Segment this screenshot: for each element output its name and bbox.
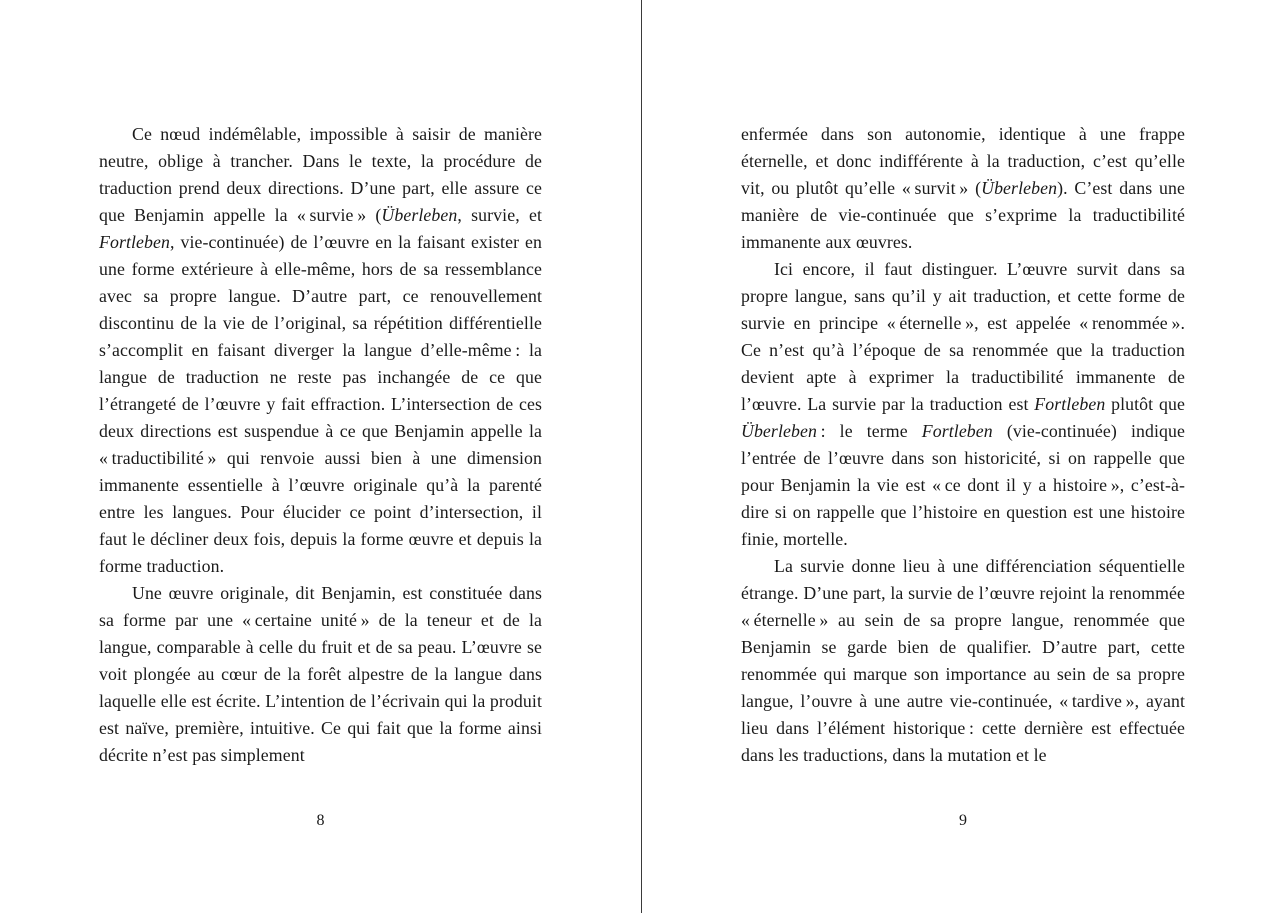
paragraph — [99, 580, 542, 769]
body-text: , survie, et — [457, 205, 542, 225]
page-right-number: 9 — [959, 812, 967, 829]
italic-text: Überleben — [741, 421, 817, 441]
italic-text: Überleben — [381, 205, 458, 225]
body-text: Une œuvre originale, dit Benjamin, est constituée dans sa forme par une « certaine unité » de la teneur et de la langue, comparable à celle du fruit et de sa peau. L’œuvre se voit plongée au cœur de la forêt alpestre de la langue dans laquelle elle est écrite. L’intention de l’écrivain qui la produit est naïve, première, intuitive. Ce qui fait que la forme ainsi décrite n’est pas simplement — [99, 583, 542, 765]
italic-text: Fortleben — [1034, 394, 1106, 414]
body-text: La survie donne lieu à une différenciation séquentielle étrange. D’une part, la survie de l’œuvre rejoint la renommée « éternelle » au sein de sa propre langue, renommée que Benjamin se garde bien de qualifier. D’autre part, cette renommée qui marque son importance au sein de sa propre langue, l’ouvre à une autre vie-continuée, « tardive », ayant lieu dans l’élément historique : cette dernière est effectuée dans les traductions, dans la mutation et le — [741, 556, 1185, 765]
paragraph — [741, 121, 1185, 256]
paragraph — [741, 553, 1185, 769]
page-left-number: 8 — [316, 812, 325, 829]
italic-text: Fortleben — [99, 232, 171, 252]
body-text: plutôt que — [1105, 394, 1185, 414]
body-text: enfermée dans son autonomie, identique à une frappe éternelle, et donc indifférente à la traduction, c’est qu’elle vit, ou plutôt qu’elle « survit » ( — [741, 124, 1185, 198]
body-text: : le terme — [816, 421, 922, 441]
page-divider-line — [641, 0, 642, 913]
paragraph — [741, 256, 1185, 553]
italic-text: Überleben — [981, 178, 1058, 198]
page-right-text-block — [741, 121, 1185, 769]
body-text: Ce nœud indémêlable, impossible à saisir de manière neutre, oblige à trancher. Dans le texte, la procédure de traduction prend deux directions. D’une part, elle assure ce que Benjamin appelle la « survie » ( — [99, 124, 542, 225]
body-text: (vie-continuée) indique l’entrée de l’œuvre dans son historicité, si on rappelle que pour Benjamin la vie est « ce dont il y a histoire », c’est-à-dire si on rappelle que l’histoire en question est une histoire finie, mortelle. — [741, 421, 1185, 549]
italic-text: Fortleben — [921, 421, 993, 441]
body-text: ). C’est dans une manière de vie-continuée que s’exprime la traductibilité immanente aux œuvres. — [741, 178, 1186, 252]
page-left-text-block — [99, 121, 542, 769]
body-text: , vie-continuée) de l’œuvre en la faisant exister en une forme extérieure à elle-même, hors de sa ressemblance avec sa propre langue. D’autre part, ce renouvellement discontinu de la vie de l’original, sa répétition différentielle s’accomplit en faisant diverger la langue d’elle-même : la langue de traduction ne reste pas inchangée de ce que l’étrangeté de l’œuvre y fait effraction. L’intersection de ces deux directions est suspendue à ce que Benjamin appelle la « traductibilité » qui renvoie aussi bien à une dimension immanente essentielle à l’œuvre originale qu’à la parenté entre les langues. Pour élucider ce point d’intersection, il faut le décliner deux fois, depuis la forme œuvre et depuis la forme traduction. — [99, 232, 542, 576]
body-text: Ici encore, il faut distinguer. L’œuvre survit dans sa propre langue, sans qu’il y ait traduction, et cette forme de survie en principe « éternelle », est appelée « renommée ». Ce n’est qu’à l’époque de sa renommée que la traduction devient apte à exprimer la traductibilité immanente de l’œuvre. La survie par la traduction est — [741, 259, 1185, 414]
paragraph — [99, 121, 542, 580]
